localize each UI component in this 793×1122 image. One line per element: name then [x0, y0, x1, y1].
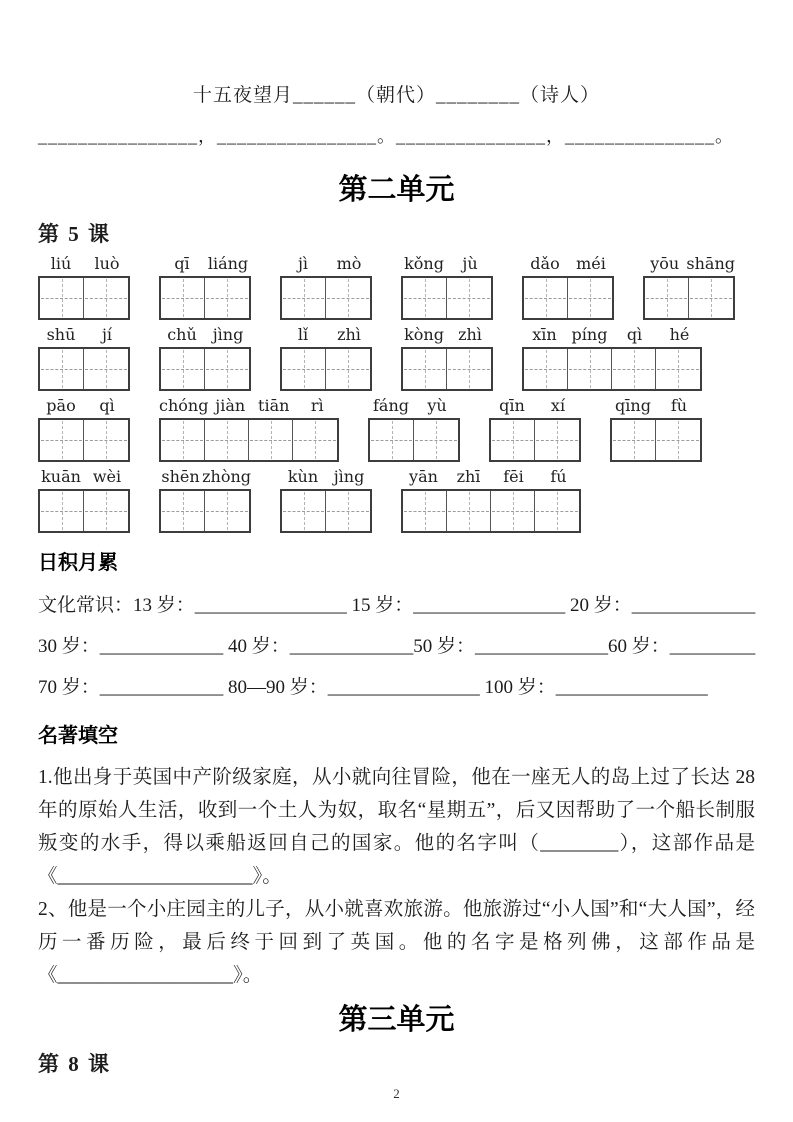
- writing-cell: [447, 349, 491, 389]
- pinyin-label: [159, 396, 339, 416]
- pinyin-label: [280, 325, 372, 345]
- writing-cell: [524, 278, 568, 318]
- writing-grid: [159, 418, 339, 462]
- word-block: [401, 467, 581, 533]
- pinyin-syllable: yù: [427, 396, 447, 415]
- pinyin-syllable: xīn: [532, 325, 557, 344]
- pinyin-grid-rows: [38, 254, 755, 533]
- culture-knowledge-lines: [38, 595, 755, 699]
- writing-grid: [489, 418, 581, 462]
- accumulation-heading: 日积月累: [38, 552, 118, 574]
- pinyin-syllable: liáng: [207, 254, 249, 273]
- pinyin-syllable: kuān: [41, 467, 81, 486]
- pinyin-syllable: fēi: [503, 467, 524, 486]
- word-block: [159, 467, 251, 533]
- writing-grid: [38, 418, 130, 462]
- writing-cell: [645, 278, 689, 318]
- writing-cell: [414, 420, 458, 460]
- lesson5-label: 第 5 课: [38, 222, 111, 246]
- pinyin-syllable: liú: [50, 254, 72, 273]
- pinyin-label: [159, 467, 251, 487]
- classics-paragraphs: [38, 761, 755, 992]
- writing-cell: [524, 349, 568, 389]
- pinyin-syllable: pāo: [46, 396, 76, 415]
- pinyin-label: [368, 396, 460, 416]
- word-block: [368, 396, 460, 462]
- pinyin-syllable: wèi: [92, 467, 122, 486]
- writing-cell: [205, 420, 249, 460]
- pinyin-label: [522, 254, 614, 274]
- poem-answer-blanks: ________________，________________。_______________，_______________。: [38, 126, 734, 146]
- writing-grid: [522, 347, 702, 391]
- poem-title-line: 十五夜望月______（朝代）________（诗人）: [192, 85, 600, 106]
- classics-heading: 名著填空: [38, 725, 118, 747]
- writing-grid: [159, 276, 251, 320]
- writing-cell: [161, 349, 205, 389]
- writing-cell: [535, 420, 579, 460]
- pinyin-syllable: qì: [99, 396, 115, 415]
- writing-cell: [205, 278, 249, 318]
- pinyin-label: [522, 325, 702, 345]
- pinyin-syllable: kǒng: [404, 254, 444, 273]
- pinyin-syllable: shēn: [161, 467, 200, 486]
- pinyin-label: [401, 254, 493, 274]
- pinyin-label: [159, 254, 251, 274]
- pinyin-syllable: xí: [550, 396, 566, 415]
- writing-cell: [84, 278, 128, 318]
- pinyin-syllable: jì: [297, 254, 309, 273]
- writing-cell: [612, 420, 656, 460]
- writing-grid: [38, 276, 130, 320]
- word-block: [280, 467, 372, 533]
- pinyin-label: [280, 254, 372, 274]
- pinyin-syllable: tiān: [258, 396, 290, 415]
- writing-cell: [205, 349, 249, 389]
- word-block: [643, 254, 735, 320]
- writing-grid: [38, 347, 130, 391]
- writing-cell: [40, 349, 84, 389]
- writing-cell: [656, 349, 700, 389]
- writing-grid: [401, 276, 493, 320]
- pinyin-syllable: jìng: [333, 467, 365, 486]
- culture-knowledge-line: 文化常识：13 岁：________________ 15 岁：________________ 20 岁：_____________: [38, 595, 756, 616]
- unit3-title: 第三单元: [338, 1004, 455, 1036]
- pinyin-syllable: shū: [46, 325, 76, 344]
- pinyin-syllable: qī: [174, 254, 190, 273]
- pinyin-syllable: shāng: [686, 254, 735, 273]
- word-block: [159, 325, 251, 391]
- page-number: 2: [393, 1086, 400, 1101]
- pinyin-syllable: mò: [336, 254, 362, 273]
- word-block: [401, 254, 493, 320]
- word-block: [38, 396, 130, 462]
- pinyin-label: [401, 467, 581, 487]
- writing-cell: [326, 349, 370, 389]
- writing-grid: [522, 276, 614, 320]
- pinyin-syllable: fáng: [372, 396, 409, 415]
- word-block: [38, 467, 130, 533]
- pinyin-label: [38, 254, 130, 274]
- pinyin-syllable: hé: [669, 325, 690, 344]
- pinyin-syllable: dǎo: [530, 254, 560, 273]
- pinyin-syllable: kòng: [404, 325, 444, 344]
- pinyin-syllable: qīn: [499, 396, 525, 415]
- pinyin-syllable: qīng: [615, 396, 651, 415]
- word-block: [401, 325, 493, 391]
- pinyin-row: [38, 396, 755, 462]
- culture-knowledge-line: 70 岁：_____________ 80—90 岁：________________ 100 岁：________________: [38, 677, 708, 698]
- pinyin-syllable: jìng: [212, 325, 244, 344]
- writing-cell: [326, 278, 370, 318]
- writing-cell: [282, 349, 326, 389]
- pinyin-label: [38, 396, 130, 416]
- writing-grid: [368, 418, 460, 462]
- writing-cell: [161, 278, 205, 318]
- pinyin-label: [401, 325, 493, 345]
- pinyin-syllable: yān: [409, 467, 438, 486]
- writing-grid: [159, 347, 251, 391]
- unit2-title: 第二单元: [338, 174, 455, 206]
- pinyin-row: [38, 325, 755, 391]
- writing-grid: [610, 418, 702, 462]
- pinyin-syllable: zhì: [337, 325, 361, 344]
- writing-cell: [282, 491, 326, 531]
- culture-knowledge-line: 30 岁：_____________ 40 岁：_____________50 岁：______________60 岁：_________: [38, 636, 756, 657]
- pinyin-syllable: rì: [310, 396, 324, 415]
- writing-cell: [282, 278, 326, 318]
- word-block: [610, 396, 702, 462]
- pinyin-syllable: zhì: [458, 325, 482, 344]
- writing-cell: [689, 278, 733, 318]
- pinyin-syllable: luò: [94, 254, 120, 273]
- pinyin-syllable: jiàn: [215, 396, 246, 415]
- lesson8-label: 第 8 课: [38, 1052, 111, 1076]
- writing-cell: [491, 491, 535, 531]
- writing-cell: [403, 491, 447, 531]
- pinyin-label: [489, 396, 581, 416]
- writing-grid: [401, 347, 493, 391]
- classics-paragraph: 1.他出身于英国中产阶级家庭，从小就向往冒险，他在一座无人的岛上过了长达 28 年的原始人生活，收到一个土人为奴，取名“星期五”，后又因帮助了一个船长制服叛变的水手，得以乘船返回自己的国家。他的名字叫（________），这部作品是《____________________》。: [38, 767, 755, 887]
- pinyin-syllable: méi: [576, 254, 606, 273]
- pinyin-row: [38, 467, 755, 533]
- writing-grid: [401, 489, 581, 533]
- word-block: [159, 396, 339, 462]
- pinyin-syllable: yōu: [650, 254, 680, 273]
- pinyin-syllable: jù: [462, 254, 478, 273]
- writing-cell: [40, 491, 84, 531]
- classics-paragraph: 2、他是一个小庄园主的儿子，从小就喜欢旅游。他旅游过“小人国”和“大人国”，经历一番历险，最后终于回到了英国。他的名字是格列佛，这部作品是《__________________》。: [38, 899, 755, 986]
- pinyin-label: [610, 396, 702, 416]
- pinyin-syllable: kùn: [287, 467, 319, 486]
- writing-cell: [447, 278, 491, 318]
- pinyin-syllable: píng: [571, 325, 608, 344]
- writing-cell: [249, 420, 293, 460]
- writing-cell: [40, 278, 84, 318]
- writing-cell: [205, 491, 249, 531]
- word-block: [489, 396, 581, 462]
- writing-cell: [656, 420, 700, 460]
- pinyin-syllable: chǔ: [167, 325, 197, 344]
- pinyin-label: [280, 467, 372, 487]
- writing-cell: [370, 420, 414, 460]
- writing-cell: [568, 278, 612, 318]
- writing-cell: [84, 491, 128, 531]
- word-block: [280, 325, 372, 391]
- writing-cell: [84, 420, 128, 460]
- word-block: [522, 325, 702, 391]
- writing-cell: [84, 349, 128, 389]
- pinyin-label: [38, 467, 130, 487]
- writing-cell: [161, 491, 205, 531]
- pinyin-syllable: zhòng: [202, 467, 251, 486]
- pinyin-label: [38, 325, 130, 345]
- word-block: [38, 325, 130, 391]
- pinyin-syllable: zhī: [456, 467, 481, 486]
- word-block: [280, 254, 372, 320]
- pinyin-row: [38, 254, 755, 320]
- writing-cell: [326, 491, 370, 531]
- writing-grid: [280, 347, 372, 391]
- writing-cell: [40, 420, 84, 460]
- pinyin-label: [159, 325, 251, 345]
- writing-cell: [568, 349, 612, 389]
- word-block: [159, 254, 251, 320]
- writing-cell: [293, 420, 337, 460]
- writing-cell: [491, 420, 535, 460]
- writing-cell: [161, 420, 205, 460]
- pinyin-syllable: fú: [550, 467, 567, 486]
- pinyin-syllable: fù: [670, 396, 688, 415]
- word-block: [522, 254, 614, 320]
- writing-grid: [38, 489, 130, 533]
- pinyin-syllable: lǐ: [297, 325, 309, 344]
- writing-cell: [447, 491, 491, 531]
- writing-grid: [280, 489, 372, 533]
- pinyin-syllable: qì: [626, 325, 643, 344]
- pinyin-syllable: jí: [101, 325, 113, 344]
- writing-cell: [612, 349, 656, 389]
- writing-grid: [280, 276, 372, 320]
- writing-cell: [535, 491, 579, 531]
- writing-grid: [643, 276, 735, 320]
- pinyin-label: [643, 254, 735, 274]
- pinyin-syllable: chóng: [159, 396, 209, 415]
- word-block: [38, 254, 130, 320]
- writing-grid: [159, 489, 251, 533]
- writing-cell: [403, 278, 447, 318]
- writing-cell: [403, 349, 447, 389]
